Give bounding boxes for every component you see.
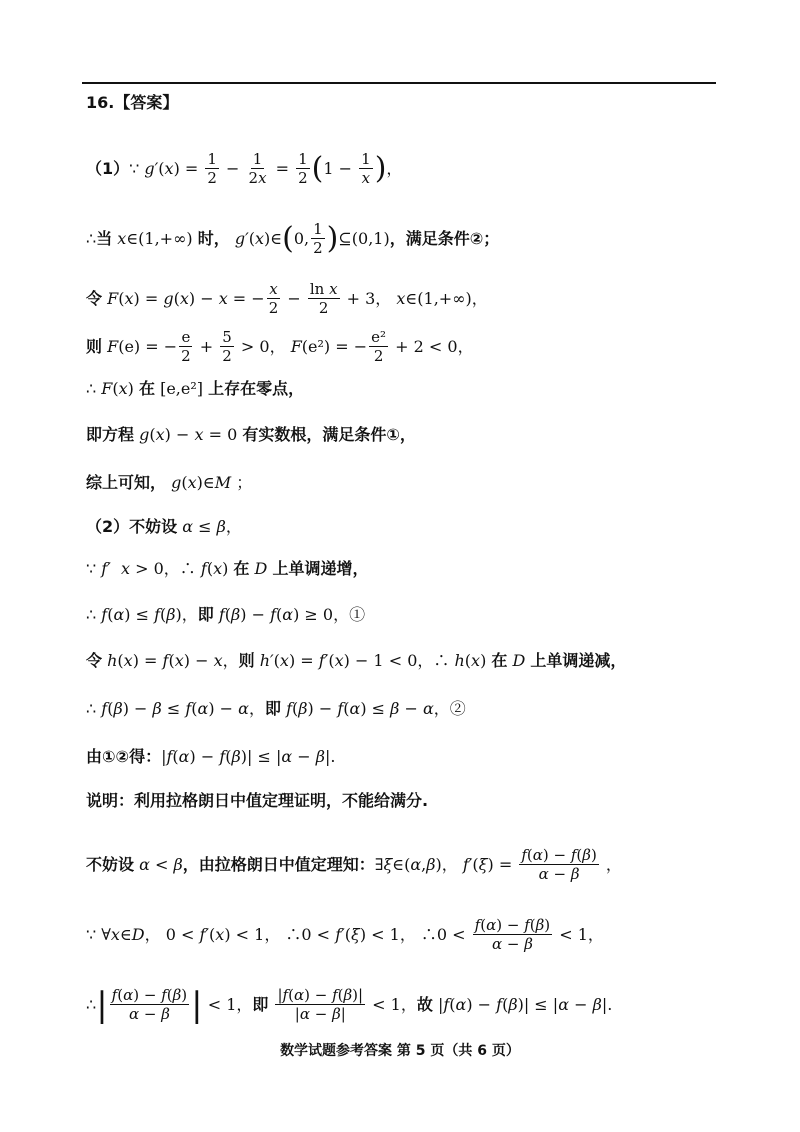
answer-line-13: 由①②得： | f ( α ) − f ( β )| ≤ | α − β |.	[86, 747, 336, 766]
answer-line-11: 令 h ( x ) = f ( x ) − x ， 则 h′ ( x ) = f′ ( x ) − 1 < 0，∴ h ( x ) 在 D 上单调递减，	[86, 651, 627, 670]
answer-line-3: 令 F ( x ) = g ( x ) − x = − $\frac{x}{2}$ − $\frac{\text{ln x}}{2}$ + 3， x ∈(1,+∞)，	[86, 280, 488, 317]
answer-line-8: （2）不妨设 α ≤ β ，	[86, 517, 242, 536]
answer-line-4: 则 F (e) = − $\frac{e}{2}$ + $\frac{5}{2}$ > 0， F (e²) = − $\frac{\text{e²}}{2}$ + 2 < 0，	[86, 328, 474, 365]
answer-line-7: 综上可知， g ( x )∈ M ；	[86, 473, 253, 492]
answer-line-2: ∴ 当 x ∈(1,+∞) 时， g′ ( x )∈ ( 0, $\frac{1}{2}$ ) ⊆(0,1) ，满足条件②；	[86, 220, 500, 257]
answer-line-15: 不妨设 α < β ，由拉格朗日中值定理知： ∃ ξ ∈( α , β )， f′ ( ξ ) = $\frac{f(\alpha) - f(\beta)}{\alpha - \beta}$ ，	[86, 846, 622, 883]
answer-line-16: ∵ ∀ x ∈ D ， 0 < f′ ( x ) < 1， ∴0 < f′ ( ξ ) < 1， ∴0 < $\frac{f(\alpha) - f(\beta)}{\alpha - \beta}$ < 1，	[86, 916, 604, 953]
answer-line-12: ∴ f ( β ) − β ≤ f ( α ) − α ， 即 f ( β ) − f ( α ) ≤ β − α ，②	[86, 699, 466, 718]
answer-line-6: 即方程 g ( x ) − x = 0 有实数根，满足条件①，	[86, 425, 416, 444]
answer-line-14: 说明：利用拉格朗日中值定理证明，不能给满分.	[86, 791, 429, 810]
answer-line-1: （1） ∵ g′ ( x ) = $\frac{1}{2}$ − $\frac{1}{2x}$ = $\frac{1}{2}$ ( 1 − $\frac{1}{x}$ ) ，	[86, 150, 403, 187]
page-footer: 数学试题参考答案 第 5 页（共 6 页）	[280, 1043, 520, 1059]
answer-line-17: ∴ | $\frac{f(\alpha) - f(\beta)}{\alpha - \beta}$ | < 1， 即 $\frac{|f(\alpha) - f(\beta)|}{|\alpha - \beta|}$ < 1， 故 | f ( α ) − f ( β )| ≤ | α − β |.	[86, 984, 613, 1025]
answer-line-9: ∵ f′ x > 0，∴ f ( x ) 在 D 上单调递增，	[86, 559, 369, 578]
section-heading: 16.【答案】	[86, 93, 179, 112]
answer-line-10: ∴ f ( α ) ≤ f ( β )， 即 f ( β ) − f ( α ) ≥ 0，①	[86, 605, 366, 624]
answer-line-5: ∴ F ( x ) 在 [e,e²] 上存在零点，	[86, 379, 305, 398]
top-rule	[82, 82, 716, 84]
